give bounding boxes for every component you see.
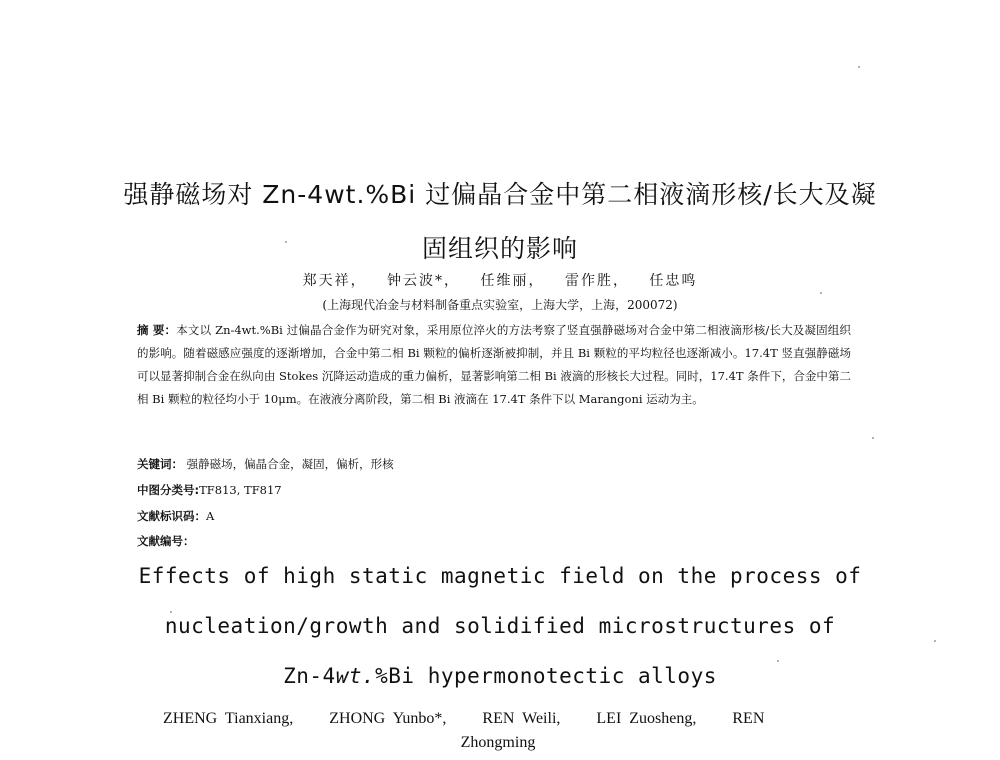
document-code-label: 文献标识码： — [137, 509, 206, 523]
abstract-label: 摘 要： — [137, 323, 177, 337]
english-title-line-3-italic: wt. — [335, 664, 376, 688]
english-author-3: REN Weili, — [482, 710, 561, 727]
keywords-row — [137, 456, 394, 472]
scan-speck — [934, 640, 936, 642]
english-authors — [163, 707, 833, 755]
chinese-authors: 郑天祥， 钟云波*， 任维丽， 雷作胜， 任忠鸣 — [302, 273, 698, 289]
article-number-row — [137, 533, 195, 549]
chinese-title-line-2: 固组织的影响 — [421, 234, 578, 263]
english-title-line-1: Effects of high static magnetic field on the process of — [138, 564, 862, 588]
keywords-text: 强静磁场，偏晶合金，凝固，偏析，形核 — [186, 457, 394, 471]
article-number-label: 文献编号： — [137, 534, 195, 548]
keywords-label: 关键词： — [137, 457, 183, 471]
scan-speck — [285, 241, 287, 243]
scan-speck — [858, 66, 860, 68]
english-title-line-3-prefix: Zn-4 — [283, 664, 336, 688]
english-title-line-3 — [100, 664, 900, 688]
scan-speck — [872, 437, 874, 439]
classification-row — [137, 482, 282, 498]
english-author-1: ZHENG Tianxiang, — [163, 710, 294, 727]
document-code-text: A — [206, 509, 215, 523]
english-author-5-continued: Zhongming — [460, 734, 536, 751]
english-author-2: ZHONG Yunbo*, — [329, 710, 447, 727]
scan-speck — [820, 292, 822, 294]
scan-speck — [170, 611, 172, 613]
classification-text: TF813, TF817 — [199, 483, 282, 497]
english-author-5: REN — [732, 710, 765, 727]
chinese-affiliation: (上海现代冶金与材料制备重点实验室，上海大学，上海，200072) — [322, 298, 678, 312]
scan-speck — [777, 660, 779, 662]
abstract-text: 本文以 Zn-4wt.%Bi 过偏晶合金作为研究对象，采用原位淬火的方法考察了竖直强静磁场对合金中第二相液滴形核/长大及凝固组织的影响。随着磁感应强度的逐渐增加，合金中第二相 Bi 颗粒的偏析逐渐被抑制，并且 Bi 颗粒的平均粒径也逐渐减小。17.4T 竖直强静磁场可以显著抑制合金在纵向由 Stokes 沉降运动造成的重力偏析，显著影响第二相 Bi 液滴的形核长大过程。同时，17.4T 条件下，合金中第二相 Bi 颗粒的粒径均小于 10μm。在液液分离阶段，第二相 Bi 液滴在 17.4T 条件下以 Marangoni 运动为主。 — [137, 323, 851, 406]
english-author-4: LEI Zuosheng, — [596, 710, 697, 727]
document-code-row — [137, 508, 214, 524]
english-title-line-2: nucleation/growth and solidified microstructures of — [164, 614, 836, 638]
chinese-abstract — [137, 319, 851, 411]
english-title-line-3-suffix: %Bi hypermonotectic alloys — [375, 664, 717, 688]
chinese-title-line-1: 强静磁场对 Zn-4wt.%Bi 过偏晶合金中第二相液滴形核/长大及凝 — [123, 180, 877, 209]
classification-label: 中图分类号: — [137, 483, 200, 497]
